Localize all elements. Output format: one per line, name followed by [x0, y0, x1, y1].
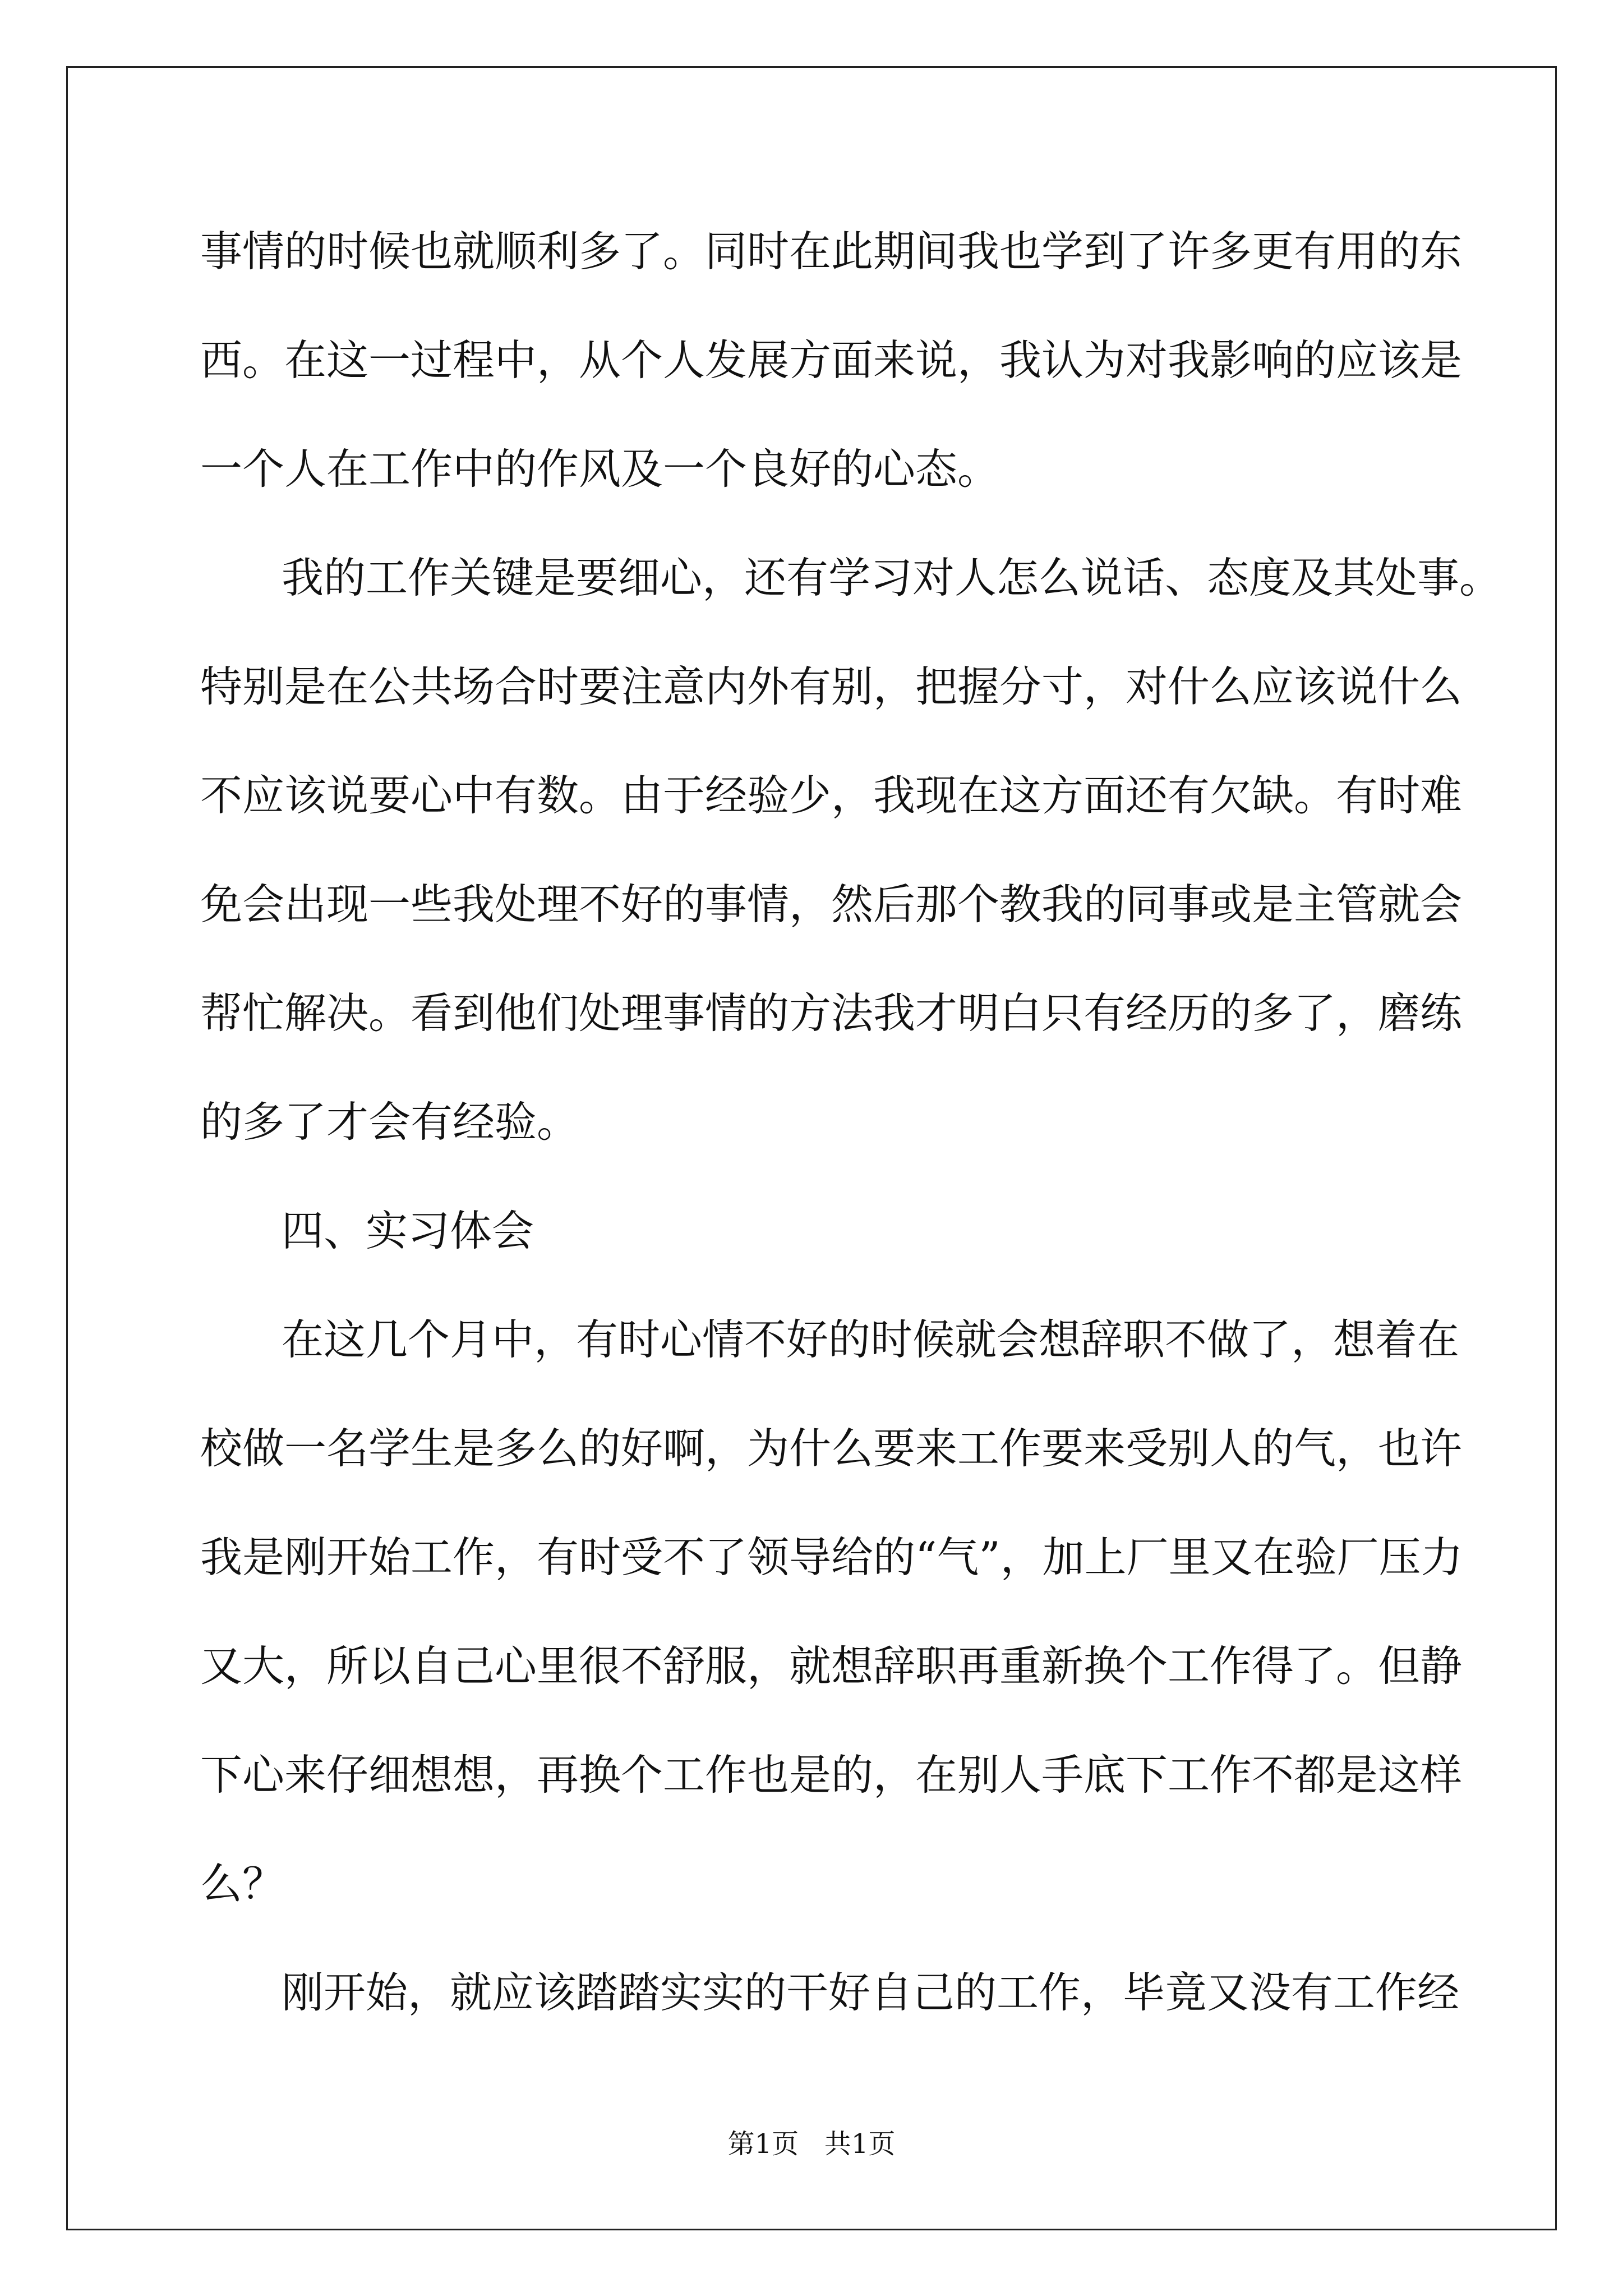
text-line: 一个人在工作中的作风及一个良好的心态。 [200, 444, 1000, 494]
text-line: 的多了才会有经验。 [200, 1097, 579, 1147]
text-line: 免会出现一些我处理不好的事情，然后那个教我的同事或是主管就会 [200, 880, 1463, 929]
text-line: 不应该说要心中有数。由于经验少，我现在这方面还有欠缺。有时难 [200, 771, 1463, 820]
paragraph-start-line: 我的工作关键是要细心，还有学习对人怎么说话、态度及其处事。 [282, 553, 1502, 602]
text-line: 么？ [200, 1859, 285, 1908]
text-line: 特别是在公共场合时要注意内外有别，把握分寸，对什么应该说什么 [200, 662, 1463, 711]
text-line: 校做一名学生是多么的好啊，为什么要来工作要来受别人的气，也许 [200, 1424, 1463, 1473]
text-line: 我是刚开始工作，有时受不了领导给的“气”，加上厂里又在验厂压力 [200, 1533, 1463, 1582]
page-footer: 第1页 共1页 [727, 2128, 896, 2160]
page-border [66, 66, 1557, 2230]
text-line: 西。在这一过程中，从个人发展方面来说，我认为对我影响的应该是 [200, 335, 1463, 385]
text-line: 又大，所以自己心里很不舒服，就想辞职再重新换个工作得了。但静 [200, 1641, 1463, 1691]
text-line: 事情的时候也就顺利多了。同时在此期间我也学到了许多更有用的东 [200, 227, 1463, 276]
text-line: 下心来仔细想想，再换个工作也是的，在别人手底下工作不都是这样 [200, 1750, 1463, 1800]
section-heading: 四、实习体会 [282, 1206, 534, 1255]
text-line: 帮忙解决。看到他们处理事情的方法我才明白只有经历的多了，磨练 [200, 988, 1463, 1038]
paragraph-start-line: 刚开始，就应该踏踏实实的干好自己的工作，毕竟又没有工作经 [282, 1968, 1460, 2017]
paragraph-start-line: 在这几个月中，有时心情不好的时候就会想辞职不做了，想着在 [282, 1315, 1460, 1364]
